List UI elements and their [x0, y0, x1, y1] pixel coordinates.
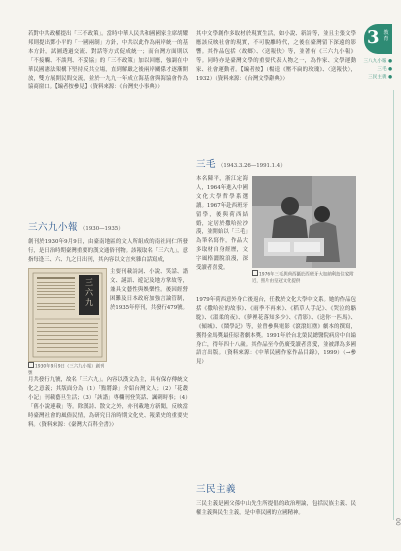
- subentry-2[interactable]: 三民主義 ●: [368, 75, 392, 80]
- sanmao-photo-caption-text: 1976年三毛與荷西攝於西班牙大加納利島住家附近，照片由皇冠文化提供: [252, 272, 354, 285]
- subentry-0[interactable]: 三八九小報 ●: [363, 59, 392, 64]
- heading-sanmao-dates: （1943.3.26—1991.1.4）: [218, 163, 286, 169]
- page-number: 00: [394, 518, 401, 526]
- svg-text:六: 六: [85, 288, 93, 297]
- intro-paragraph: 若對中共政權提出「三不政策」。當時中華人民共和國國家主席胡耀邦則提出鄧小平的「一國兩制」方針，中共以此作為兩岸統一的基本方針，試圖透過交流、對話等方式促成統一；而台灣方面則以「不接觸、不談判、不妥協」的「三不政策」加以回應，強調在中華民國憲法架構下堅持反共立場，直到解嚴之後兩岸關係才逐漸開放，雙方展開民間交流，並於一九九一年成立海基會與海協會作為協商窗口。【編者按參見】（資料來源：《台灣史小事典》）: [28, 31, 188, 91]
- svg-text:九: 九: [85, 298, 93, 307]
- chapter-number: 3: [367, 27, 380, 48]
- heading-sanliujiu-title: 三六九小報: [28, 222, 79, 233]
- svg-text:三: 三: [85, 278, 93, 287]
- sanliujiu-paragraph-top: 創刊於1930年9月9日，由臺南地區的文人所組成的南社同仁所發行，是日治時期臺灣重要的漢文通俗刊物。該報取名「三六九」，意指每逢三、六、九之日出刊，其內容以文言夾雜白話寫成，: [28, 239, 188, 263]
- caption-marker-icon: [28, 362, 34, 368]
- chapter-badge[interactable]: [364, 24, 392, 54]
- heading-sanmin: [196, 484, 356, 496]
- heading-sanliujiu-dates: （1930—1935）: [80, 226, 124, 232]
- sanmin-paragraph: 三民主義是國父孫中山先生所提倡的政治理論，包括民族主義、民權主義與民生主義，是中華民國的立國精神。: [196, 501, 356, 516]
- newspaper-caption-text: 1930年9月9日（三六九小報）創刊號: [28, 364, 105, 377]
- heading-sanmao: [196, 159, 356, 172]
- sanmao-photo-illustration: [252, 176, 356, 268]
- side-rule: [393, 90, 394, 520]
- chapter-subentries: [352, 58, 392, 82]
- subentry-1[interactable]: 三毛 ●: [377, 67, 392, 72]
- sanmao-photo-caption: [252, 270, 356, 286]
- newspaper-image: [28, 268, 107, 362]
- caption-marker-icon: [252, 270, 258, 276]
- newspaper-illustration: [29, 269, 106, 361]
- sanliujiu-paragraph-bottom: 月共發行九號，故名「三六九」。內容以漢文為主，具有保存傳統文化之意義；其版面分為（1）「點將錄」介紹台灣文人；（2）「花叢小記」刊載藝旦生活；（3）「詼諧」專欄刊登笑話、諷刺時事；（4）「舊小說連載」等。除漢詩、散文之外，亦刊載地方新聞，反映當時臺灣社會的風俗民情，為研究日治時期文化史、報業史的重要史料。（資料來源：《臺灣大百科全書》）: [28, 377, 188, 428]
- sanmao-paragraph-bottom: 1979年荷西意外身亡後返台，任教於文化大學中文系。她的作品包括《撒哈拉的故事》、《雨季不再來》、《稻草人手記》、《哭泣的駱駝》、《溫柔的夜》、《夢裡花落知多少》、《背影》、《送你一匹馬》、《傾城》、《鬧學記》等，並曾參與電影《滾滾紅塵》劇本的撰寫，獲得金馬獎最佳原著劇本獎。1991年於台北榮民總醫院病房中自縊身亡，得年四十八歲。其作品至今仍廣受讀者喜愛，並被譯為多國語言出版。（資料來源：《中華民國作家作品目錄》，1999）（→參見）: [196, 297, 356, 366]
- chapter-badge-sub: 教育: [383, 30, 389, 42]
- heading-sanmao-title: 三毛: [196, 159, 217, 170]
- sanmao-photo: [252, 176, 356, 268]
- heading-sanliujiu: [28, 222, 198, 235]
- sanliujiu-paragraph-side: 主要刊載詩詞、小說、笑話、諧文、謎語、遊記及地方掌故等，兼具文藝性與娛樂性。後因經營困難及日本政府加強言論管制，於1935年停刊，共發行479號。: [110, 269, 188, 311]
- continuation-paragraph-right: 其中文學創作多取材於現實生活，如小說、新詩等，並且主張文學應該反映社會的現實，不可脫離時代，之後在臺灣留下深遠的影響。其作品包括〈故鄉〉、〈送報伕〉等，並著有《三六九小報》等。同時亦是臺灣文學的重要代表人物之一，為作家、文學運動家、社會運動者。【編者按】（楊逵《壓不扁的玫瑰》、〈送報伕〉，1932）（資料來源：《台灣文學辭典》）: [196, 31, 356, 82]
- heading-sanmin-title: 三民主義: [196, 484, 237, 495]
- sanmao-paragraph-left: 本名陳平，浙江定海人，1964年進入中國文化大學哲學系選讀。1967年赴西班牙留學，後與荷西結婚，定居於撒哈拉沙漠，並開始以「三毛」為筆名寫作，作品大多取材自身經歷，文字風格灑脫浪漫，深受讀者喜愛。: [196, 176, 248, 272]
